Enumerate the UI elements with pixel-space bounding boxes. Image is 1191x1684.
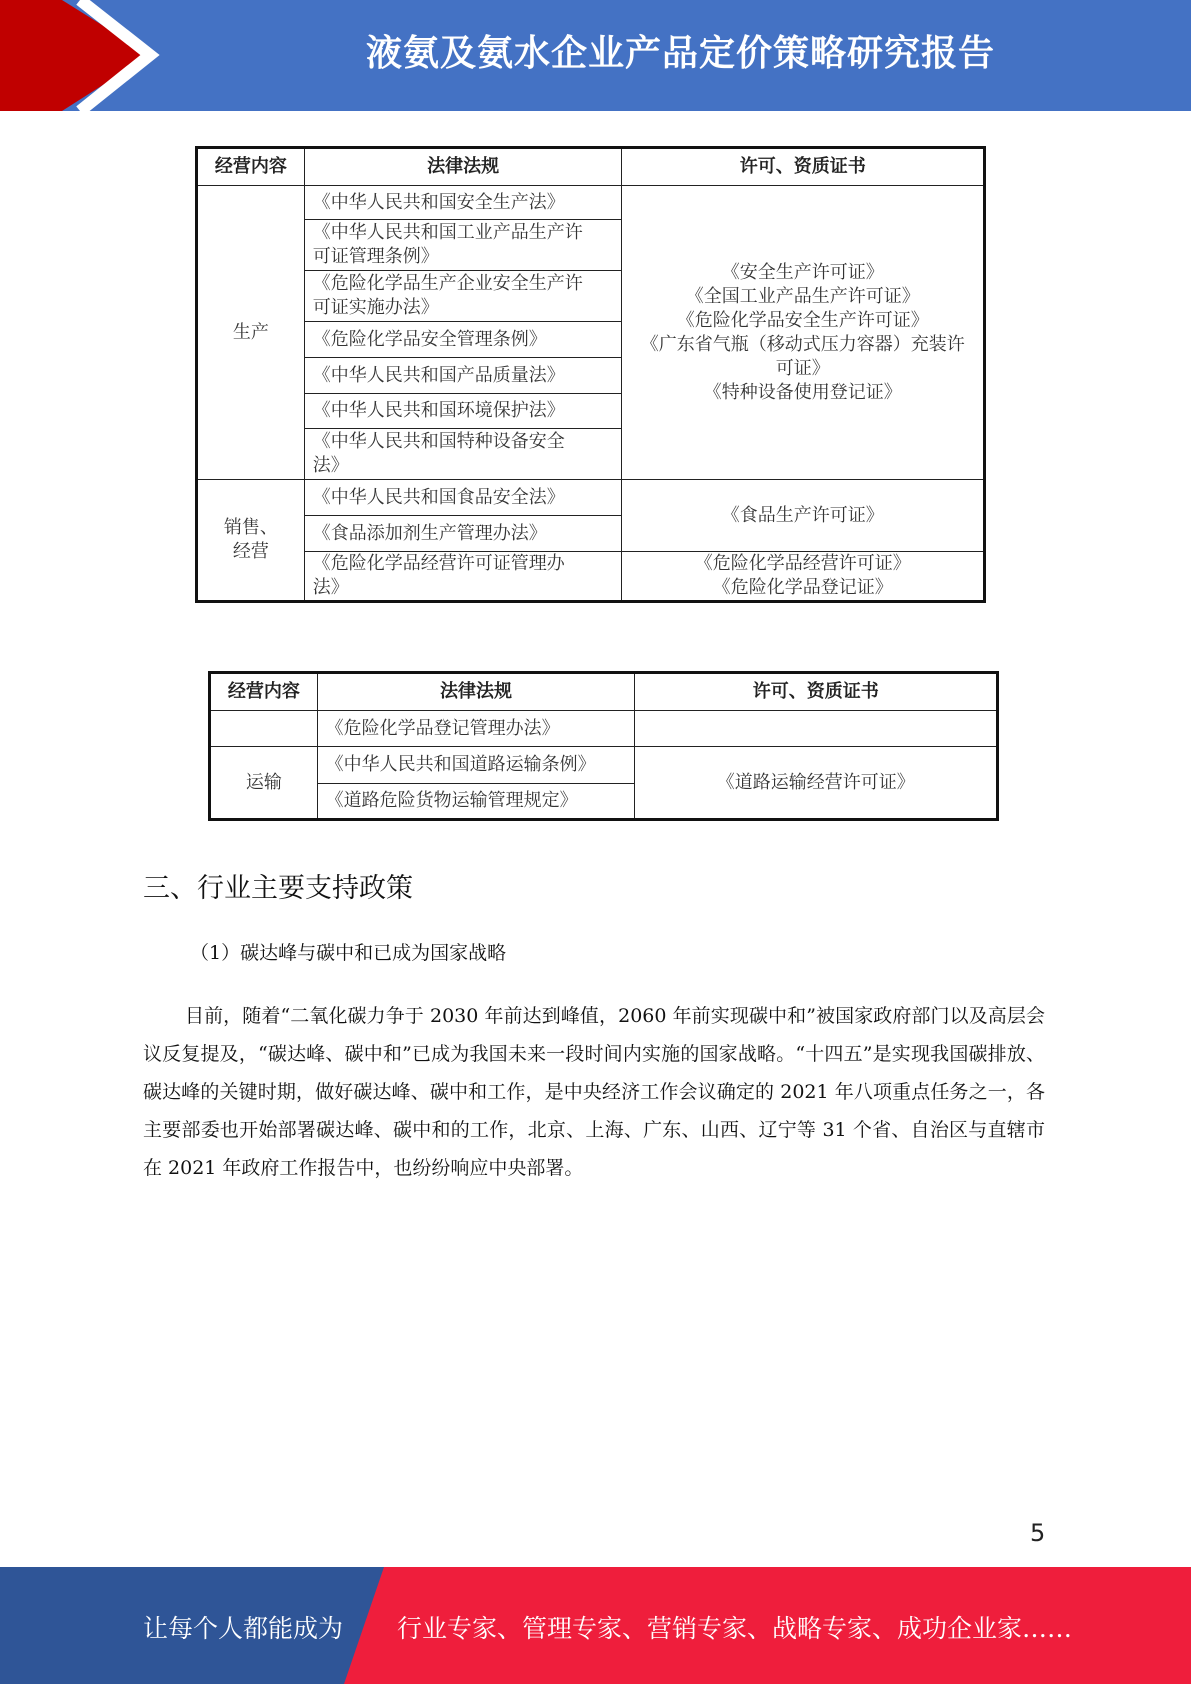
column-header: 法律法规 <box>304 148 622 186</box>
certificate-cell <box>635 711 998 747</box>
law-cell: 《中华人民共和国产品质量法》 <box>304 358 622 394</box>
page-footer <box>0 1567 1191 1684</box>
law-cell: 《危险化学品登记管理办法》 <box>317 711 635 747</box>
category-cell <box>210 711 318 747</box>
body-paragraph: 目前，随着“二氧化碳力争于 2030 年前达到峰值，2060 年前实现碳中和”被国家政府部门以及高层会议反复提及，“碳达峰、碳中和”已成为我国未来一段时间内实施的国家战略。“十四五”是实现我国碳排放、碳达峰的关键时期，做好碳达峰、碳中和工作，是中央经济工作会议确定的 2021 年八项重点任务之一，各主要部委也开始部署碳达峰、碳中和的工作，北京、上海、广东、山西、辽宁等 31 个省、自治区与直辖市在 2021 年政府工作报告中，也纷纷响应中央部署。 <box>143 1005 1045 1179</box>
table-row <box>197 552 985 602</box>
law-cell: 《危险化学品安全管理条例》 <box>304 322 622 358</box>
column-header: 经营内容 <box>210 673 318 711</box>
page-header <box>0 0 1191 111</box>
section-heading: 三、行业主要支持政策 <box>143 873 413 904</box>
law-cell: 《中华人民共和国安全生产法》 <box>304 186 622 220</box>
table-header-row <box>210 673 998 711</box>
category-cell: 运输 <box>210 747 318 820</box>
law-cell: 《中华人民共和国特种设备安全 法》 <box>304 429 622 480</box>
column-header: 法律法规 <box>317 673 635 711</box>
regulations-table-2 <box>208 671 999 821</box>
law-cell: 《食品添加剂生产管理办法》 <box>304 516 622 552</box>
law-cell: 《中华人民共和国环境保护法》 <box>304 394 622 429</box>
law-cell: 《危险化学品生产企业安全生产许 可证实施办法》 <box>304 271 622 322</box>
law-cell: 《中华人民共和国道路运输条例》 <box>317 747 635 784</box>
footer-slogan-right: 行业专家、管理专家、营销专家、战略专家、成功企业家…… <box>397 1614 1073 1643</box>
certificate-cell: 《安全生产许可证》 《全国工业产品生产许可证》 《危险化学品安全生产许可证》 《广东省气瓶（移动式压力容器）充装许 可证》 《特种设备使用登记证》 <box>622 186 985 480</box>
law-cell: 《危险化学品经营许可证管理办 法》 <box>304 552 622 602</box>
column-header: 许可、资质证书 <box>635 673 998 711</box>
certificate-cell: 《道路运输经营许可证》 <box>635 747 998 820</box>
column-header: 许可、资质证书 <box>622 148 985 186</box>
certificate-cell: 《危险化学品经营许可证》 《危险化学品登记证》 <box>622 552 985 602</box>
column-header: 经营内容 <box>197 148 305 186</box>
category-cell: 销售、 经营 <box>197 480 305 602</box>
table-row <box>210 747 998 784</box>
footer-slogan-left: 让每个人都能成为 <box>143 1614 344 1643</box>
certificate-cell: 《食品生产许可证》 <box>622 480 985 552</box>
law-cell: 《中华人民共和国食品安全法》 <box>304 480 622 516</box>
report-title: 液氨及氨水企业产品定价策略研究报告 <box>365 33 995 74</box>
table-row <box>197 186 985 220</box>
page-number: 5 <box>1030 1519 1046 1547</box>
table-row <box>210 711 998 747</box>
category-cell: 生产 <box>197 186 305 480</box>
table-row <box>197 480 985 516</box>
law-cell: 《道路危险货物运输管理规定》 <box>317 784 635 820</box>
law-cell: 《中华人民共和国工业产品生产许 可证管理条例》 <box>304 220 622 271</box>
regulations-table-1 <box>195 146 986 603</box>
table-header-row <box>197 148 985 186</box>
subsection-heading: （1）碳达峰与碳中和已成为国家战略 <box>190 942 507 964</box>
